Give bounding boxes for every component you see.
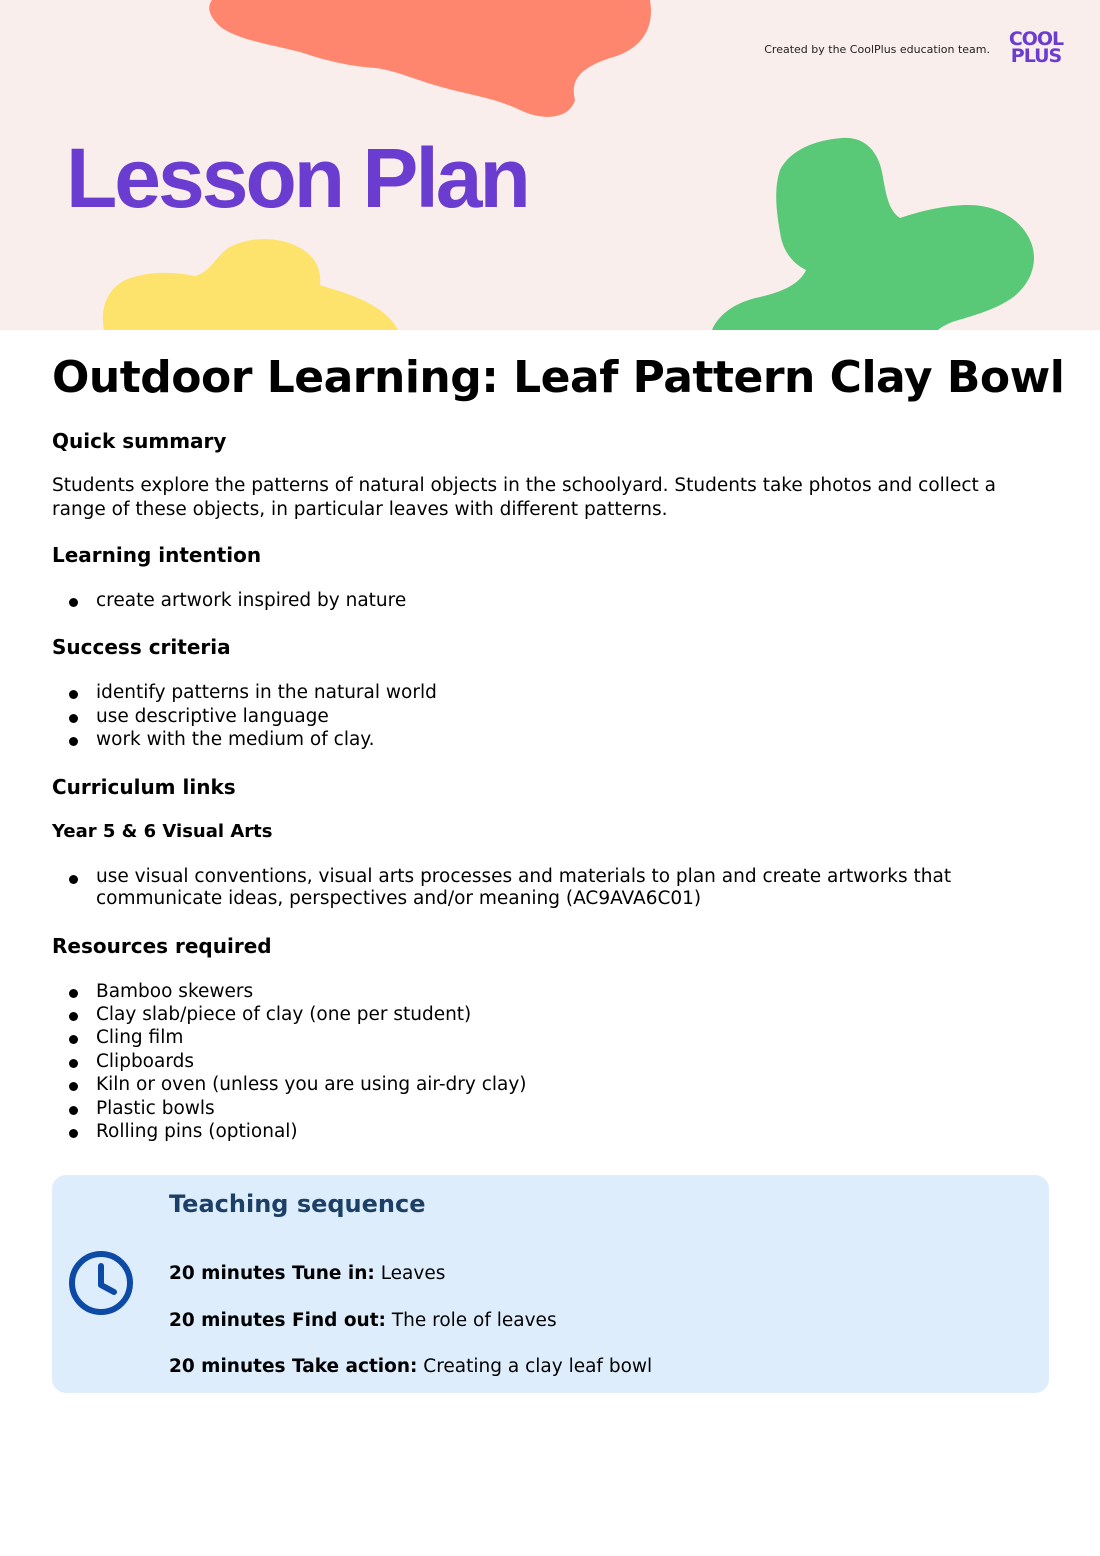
curriculum-links-heading: Curriculum links — [52, 774, 236, 799]
curriculum-subheading: Year 5 & 6 Visual Arts — [52, 820, 273, 842]
list-item: create artwork inspired by nature — [52, 589, 1052, 612]
green-paint-blob — [712, 138, 1034, 330]
list-item: use visual conventions, visual arts processes and materials to plan and create artworks that communicate ideas, perspectives and/or meaning (AC9AVA6C01) — [52, 866, 1052, 910]
credit-text: Created by the CoolPlus education team. — [764, 43, 990, 56]
list-item: use descriptive language — [52, 705, 1052, 728]
list-item: Cling film — [52, 1026, 1052, 1049]
list-item: identify patterns in the natural world — [52, 681, 1052, 704]
teaching-sequence-heading: Teaching sequence — [169, 1190, 426, 1218]
learning-intention-heading: Learning intention — [52, 543, 262, 567]
list-item: Bamboo skewers — [52, 980, 1052, 1003]
sequence-step — [169, 1355, 652, 1379]
teaching-sequence-panel — [52, 1175, 1049, 1393]
step-duration-label: 20 minutes Find out: — [169, 1310, 386, 1331]
lesson-title: Outdoor Learning: Leaf Pattern Clay Bowl — [52, 352, 1065, 403]
quick-summary-heading: Quick summary — [52, 429, 227, 453]
logo-text-top: COOL — [1008, 28, 1064, 50]
learning-intention-list — [52, 589, 1052, 612]
success-criteria-heading: Success criteria — [52, 635, 231, 660]
orange-paint-blob — [209, 0, 651, 117]
list-item: Rolling pins (optional) — [52, 1120, 1052, 1143]
list-item: work with the medium of clay. — [52, 728, 1052, 751]
curriculum-links-list — [52, 866, 1052, 910]
step-duration-label: 20 minutes Take action: — [169, 1356, 418, 1377]
step-duration-label: 20 minutes Tune in: — [169, 1263, 375, 1284]
lesson-content — [52, 348, 1065, 1143]
step-description: Creating a clay leaf bowl — [417, 1356, 653, 1377]
sequence-step — [169, 1262, 445, 1286]
list-item: Clipboards — [52, 1050, 1052, 1073]
step-description: The role of leaves — [385, 1310, 557, 1331]
header-banner — [0, 0, 1100, 330]
list-item: Kiln or oven (unless you are using air-dry clay) — [52, 1073, 1052, 1096]
list-item: Plastic bowls — [52, 1097, 1052, 1120]
resources-heading: Resources required — [52, 933, 272, 958]
lesson-plan-heading: Lesson Plan — [66, 131, 528, 225]
list-item: Clay slab/piece of clay (one per student) — [52, 1003, 1052, 1026]
success-criteria-list — [52, 681, 1052, 751]
sequence-step — [169, 1309, 557, 1333]
quick-summary-text: Students explore the patterns of natural objects in the schoolyard. Students take photos and collect a range of these objects, in particular leaves with different patterns. — [52, 475, 996, 520]
resources-list — [52, 980, 1052, 1144]
logo-text-bottom: PLUS — [1010, 45, 1062, 67]
coolplus-logo — [1003, 28, 1069, 73]
step-description: Leaves — [374, 1263, 446, 1284]
clock-icon — [67, 1249, 135, 1317]
yellow-paint-blob — [103, 239, 398, 330]
